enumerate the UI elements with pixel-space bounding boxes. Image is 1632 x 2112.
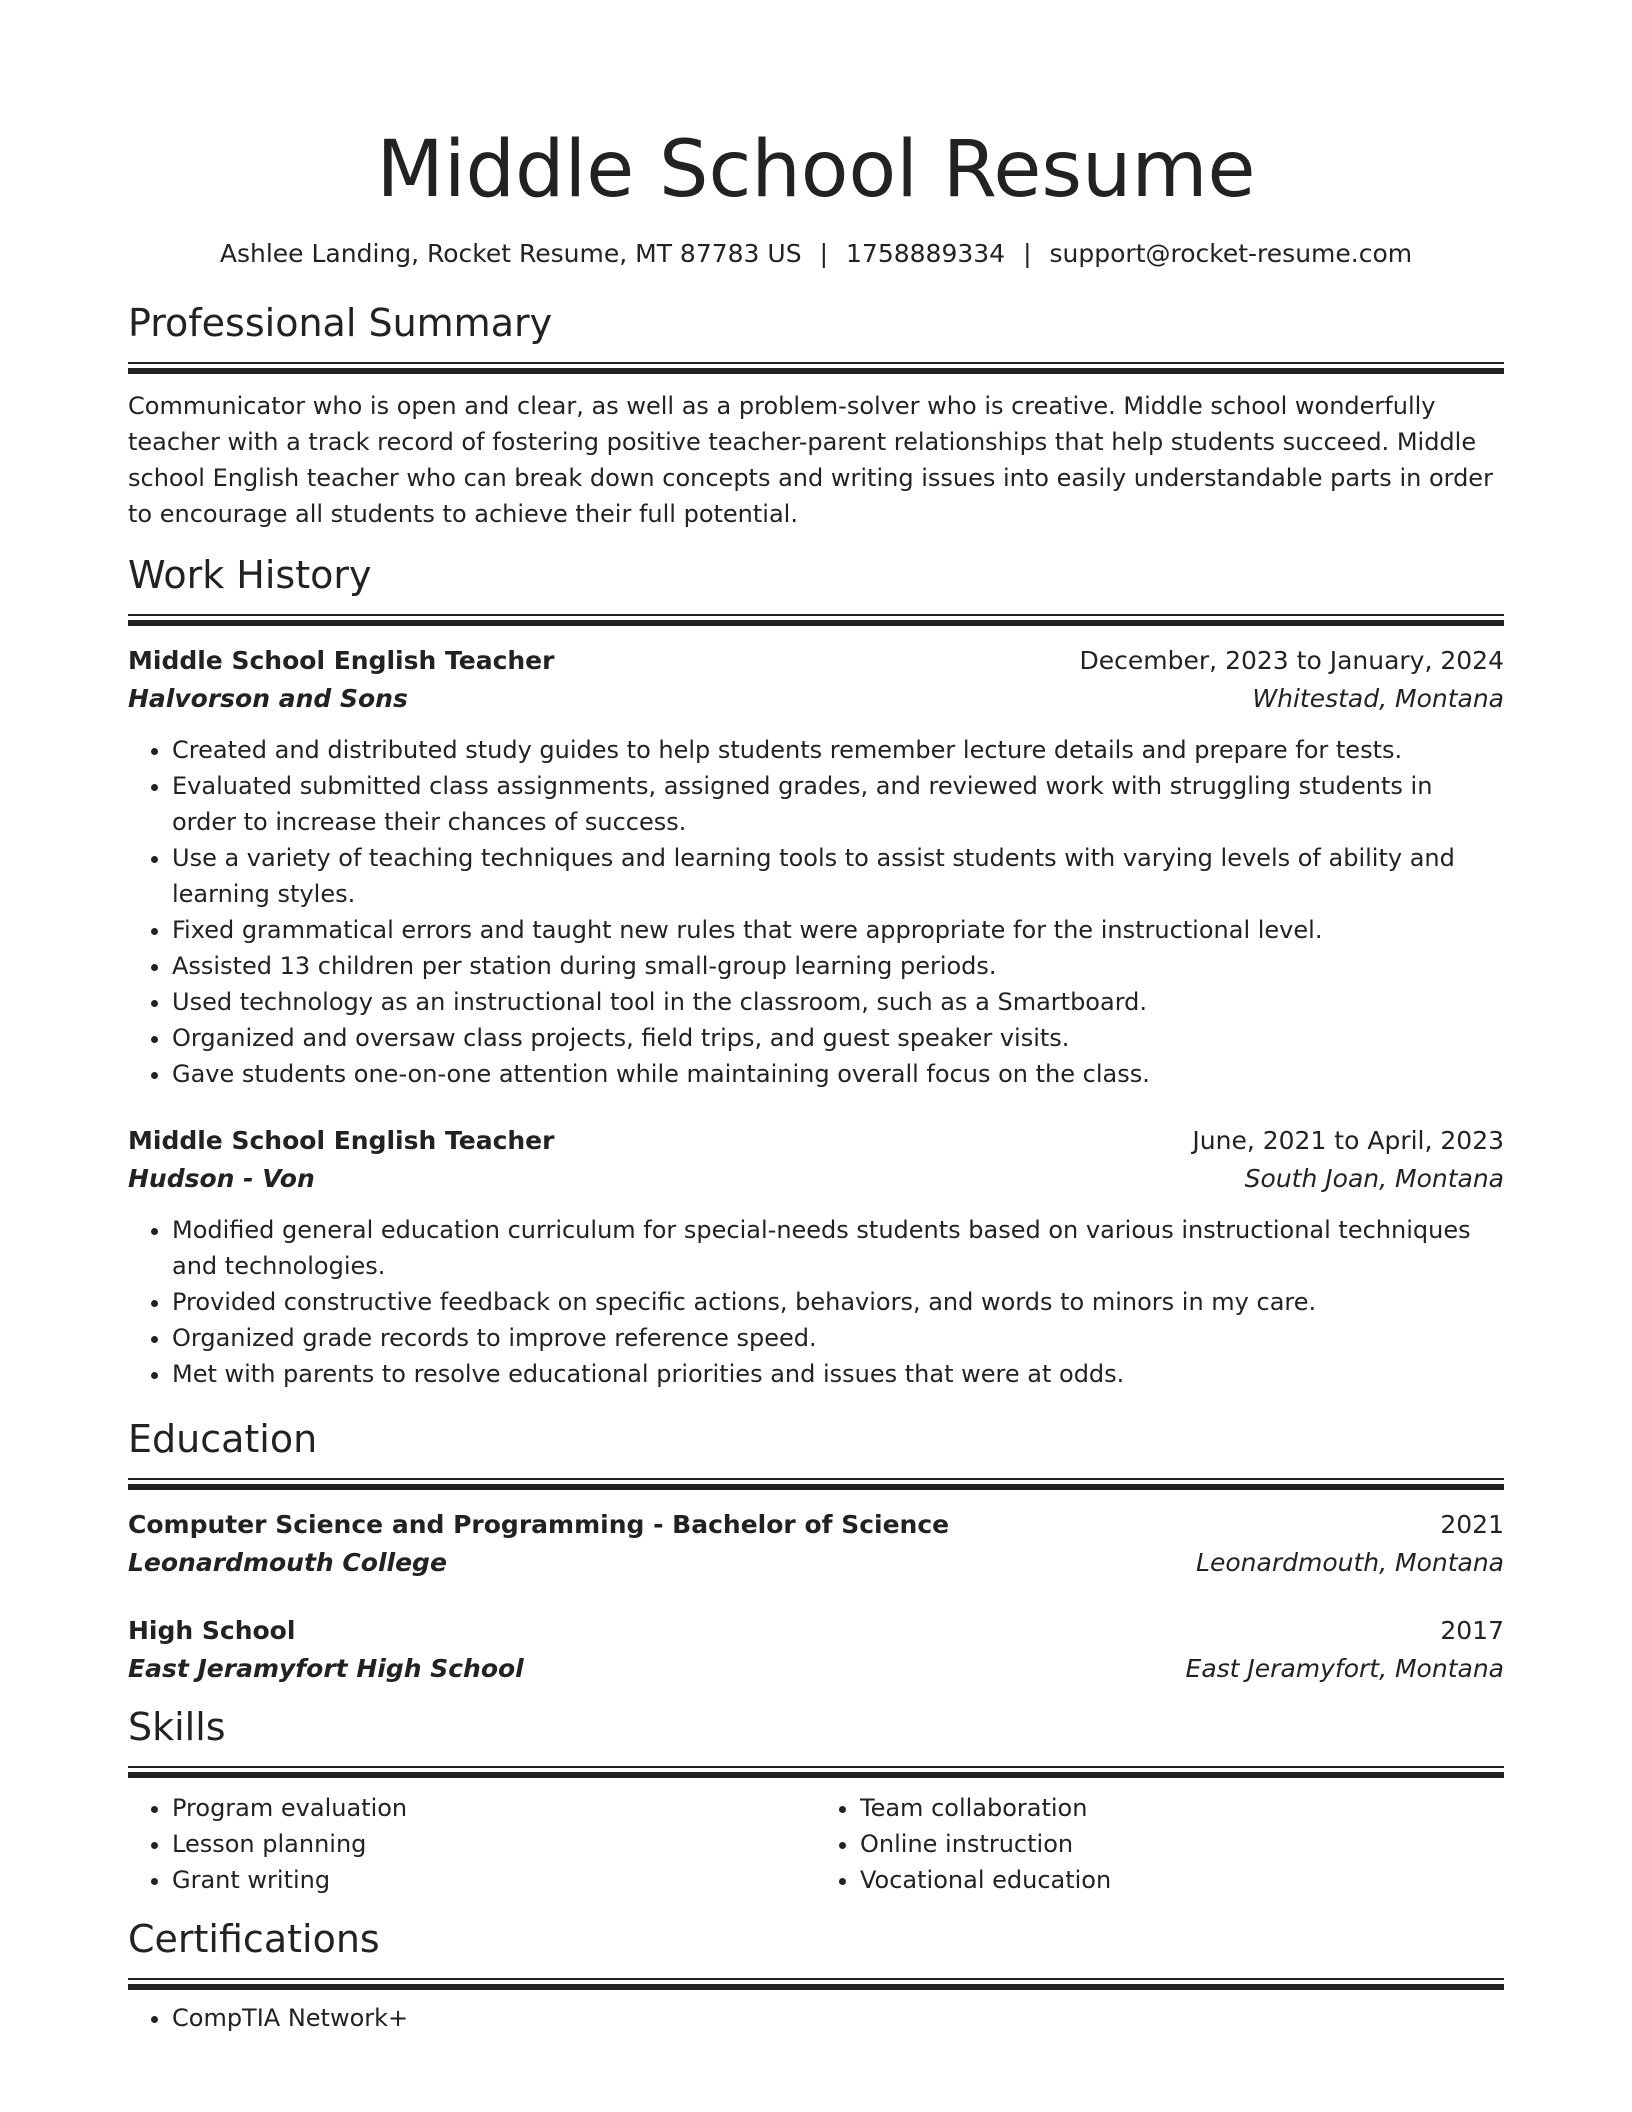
- job-bullets: [128, 1212, 1504, 1392]
- section-divider: [128, 1978, 1504, 1992]
- contact-separator: |: [1023, 239, 1032, 268]
- education-header-row: [128, 1612, 1504, 1650]
- education-entry: [128, 1612, 1504, 1688]
- education-header-row: [128, 1506, 1504, 1544]
- certifications-section: [128, 1914, 1504, 2036]
- section-divider: [128, 362, 1504, 376]
- contact-phone: 1758889334: [846, 239, 1006, 268]
- list-item: • Fixed grammatical errors and taught new rules that were appropriate for the instructional level.: [172, 912, 1504, 948]
- list-item: • Assisted 13 children per station during small-group learning periods.: [172, 948, 1504, 984]
- list-item: • Evaluated submitted class assignments, assigned grades, and reviewed work with struggling students in order to increase their chances of success.: [172, 768, 1504, 840]
- work-history-section: [128, 550, 1504, 1392]
- skills-columns: [128, 1790, 1504, 1898]
- education-heading: Education: [128, 1417, 318, 1461]
- list-item: • Grant writing: [172, 1862, 816, 1898]
- contact-address: Ashlee Landing, Rocket Resume, MT 87783 US: [219, 239, 802, 268]
- list-item: • Organized and oversaw class projects, field trips, and guest speaker visits.: [172, 1020, 1504, 1056]
- job-header-row: [128, 1122, 1504, 1160]
- job-company-row: [128, 1160, 1504, 1198]
- education-school-row: [128, 1544, 1504, 1582]
- education-location: East Jeramyfort, Montana: [1185, 1654, 1504, 1683]
- education-school: Leonardmouth College: [128, 1548, 447, 1577]
- summary-text: Communicator who is open and clear, as well as a problem-solver who is creative. Middle school wonderfully teacher with a track record of fostering positive teacher-parent relationships that help students succeed. Middle school English teacher who can break down concepts and writing issues into easily understandable parts in order to encourage all students to achieve their full potential.: [128, 392, 1493, 528]
- skills-list-left: [128, 1790, 816, 1898]
- list-item: • Created and distributed study guides to help students remember lecture details and prepare for tests.: [172, 732, 1504, 768]
- section-divider: [128, 1766, 1504, 1780]
- education-degree: Computer Science and Programming - Bachelor of Science: [128, 1510, 950, 1539]
- skills-heading: Skills: [128, 1705, 226, 1749]
- section-divider: [128, 614, 1504, 628]
- job-location: South Joan, Montana: [1244, 1164, 1504, 1193]
- job-company: Halvorson and Sons: [128, 684, 408, 713]
- job-entry: [128, 1122, 1504, 1392]
- list-item: • Lesson planning: [172, 1826, 816, 1862]
- education-school: East Jeramyfort High School: [128, 1654, 524, 1683]
- list-item: • Met with parents to resolve educational priorities and issues that were at odds.: [172, 1356, 1504, 1392]
- job-title: Middle School English Teacher: [128, 646, 555, 675]
- list-item: • Used technology as an instructional tool in the classroom, such as a Smartboard.: [172, 984, 1504, 1020]
- job-dates: December, 2023 to January, 2024: [1079, 646, 1504, 675]
- list-item: • Program evaluation: [172, 1790, 816, 1826]
- certifications-heading: Certifications: [128, 1917, 380, 1961]
- education-entry: [128, 1506, 1504, 1582]
- job-title: Middle School English Teacher: [128, 1126, 555, 1155]
- list-item: • Team collaboration: [860, 1790, 1504, 1826]
- contact-line: [128, 236, 1504, 272]
- job-header-row: [128, 642, 1504, 680]
- education-school-row: [128, 1650, 1504, 1688]
- job-bullets: [128, 732, 1504, 1092]
- contact-separator: |: [819, 239, 829, 268]
- job-entry: [128, 642, 1504, 1092]
- list-item: • Online instruction: [860, 1826, 1504, 1862]
- education-section: [128, 1414, 1504, 1688]
- job-dates: June, 2021 to April, 2023: [1192, 1126, 1504, 1155]
- list-item: • Vocational education: [860, 1862, 1504, 1898]
- skills-list-right: [816, 1790, 1504, 1898]
- list-item: • Use a variety of teaching techniques and learning tools to assist students with varying levels of ability and learning styles.: [172, 840, 1504, 912]
- certifications-list: [128, 2000, 1504, 2036]
- job-location: Whitestad, Montana: [1252, 684, 1504, 713]
- list-item: • Organized grade records to improve reference speed.: [172, 1320, 1504, 1356]
- contact-email: support@rocket-resume.com: [1049, 239, 1413, 268]
- job-company: Hudson - Von: [128, 1164, 315, 1193]
- list-item: • Provided constructive feedback on specific actions, behaviors, and words to minors in my care.: [172, 1284, 1504, 1320]
- summary-heading: Professional Summary: [128, 301, 553, 345]
- education-degree: High School: [128, 1616, 296, 1645]
- education-year: 2017: [1440, 1616, 1504, 1645]
- job-company-row: [128, 680, 1504, 718]
- list-item: • Modified general education curriculum for special-needs students based on various instructional techniques and technologies.: [172, 1212, 1504, 1284]
- resume-title: Middle School Resume: [376, 125, 1256, 215]
- education-year: 2021: [1440, 1510, 1504, 1539]
- work-history-heading: Work History: [128, 553, 372, 597]
- list-item: • Gave students one-on-one attention while maintaining overall focus on the class.: [172, 1056, 1504, 1092]
- education-location: Leonardmouth, Montana: [1196, 1548, 1504, 1577]
- skills-section: [128, 1702, 1504, 1898]
- section-divider: [128, 1478, 1504, 1492]
- summary-section: [128, 298, 1504, 532]
- list-item: • CompTIA Network+: [172, 2000, 1504, 2036]
